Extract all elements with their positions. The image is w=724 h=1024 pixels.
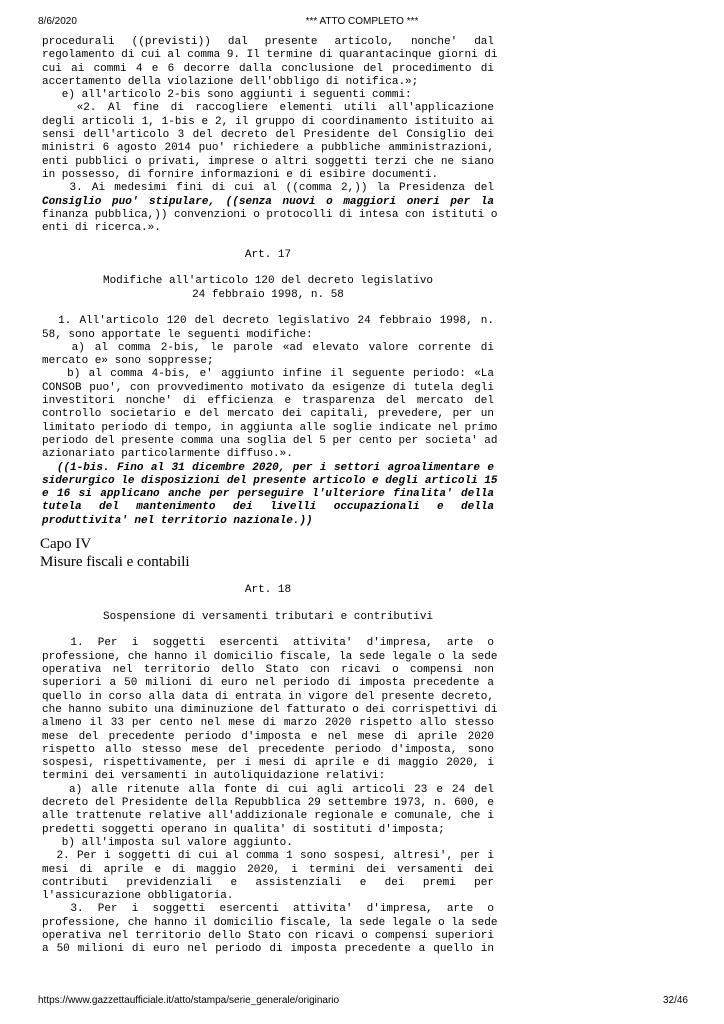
article-title: 24 febbraio 1998, n. 58 <box>192 288 344 301</box>
text-line: 58, sono apportate le seguenti modifiche: <box>42 328 313 341</box>
print-header-title: *** ATTO COMPLETO *** <box>305 16 419 27</box>
text-line: siderurgico le disposizioni del presente articolo e degli articoli 15 <box>42 474 498 487</box>
text-line: finanza pubblica,)) convenzioni o protocolli di intesa con istituti o <box>42 208 498 221</box>
section-continuation <box>42 36 498 235</box>
text-line: ((1-bis. Fino al 31 dicembre 2020, per i settori agroalimentare e <box>42 461 494 474</box>
text-line: azionariato particolarmente diffuso.». <box>42 448 293 461</box>
text-line: almeno il 33 per cento nel mese di marzo 2020 rispetto allo stesso <box>42 717 494 730</box>
text-line: procedurali ((previsti)) dal presente articolo, nonche' dal <box>42 36 494 48</box>
source-url: https://www.gazzettaufficiale.it/atto/stampa/serie_generale/originario <box>38 995 340 1006</box>
article-18-body <box>42 637 498 956</box>
text-line: a) al comma 2-bis, le parole «ad elevato valore corrente di <box>42 341 494 354</box>
text-line: che hanno subito una diminuzione del fatturato o dei corrispettivi di <box>42 703 498 716</box>
text-line: termini dei versamenti in autoliquidazione relativi: <box>42 770 386 783</box>
text-line: limitato periodo di tempo, in aggiunta alle soglie indicate nel primo <box>42 421 498 434</box>
text-line: contributi previdenziali e assistenziali e dei premi per <box>42 876 494 889</box>
text-line: b) al comma 4-bis, e' aggiunto infine il seguente periodo: «La <box>42 368 494 381</box>
text-line: controllo societario e del mercato dei capitali, prevedere, per un <box>42 408 494 421</box>
text-line: mese del precedente periodo d'imposta e nel mese di aprile 2020 <box>42 730 494 743</box>
text-line: enti pubblici o privati, imprese o altri soggetti terzi che ne siano <box>42 155 494 168</box>
article-number: Art. 18 <box>244 584 292 597</box>
text-line: rispetto allo stesso mese del precedente periodo d'imposta, sono <box>42 743 494 756</box>
document-body <box>40 36 498 957</box>
article-title: Sospensione di versamenti tributari e contributivi <box>102 610 434 623</box>
text-line: «2. Al fine di raccogliere elementi utili all'applicazione <box>42 102 494 115</box>
text-line: e) all'articolo 2-bis sono aggiunti i seguenti commi: <box>42 89 412 102</box>
page-number: 32/46 <box>662 995 688 1006</box>
text-line: operativa nel territorio dello Stato con ricavi o compensi non <box>42 664 494 677</box>
text-line: superiori a 50 milioni di euro nel periodo di imposta precedente a <box>42 677 494 690</box>
text-line: enti di ricerca.». <box>42 222 161 235</box>
text-line: operativa nel territorio dello Stato con ricavi o compensi superiori <box>42 930 494 942</box>
text-line: e 16 si applicano anche per perseguire l'ulteriore finalita' della <box>42 488 494 501</box>
print-date: 8/6/2020 <box>38 16 77 27</box>
text-line: regolamento di cui al comma 9. Il termine di quarantacinque giorni di <box>42 49 498 62</box>
chapter-title: Misure fiscali e contabili <box>40 553 190 570</box>
text-line: investitori nonche' di efficienza e trasparenza del mercato del <box>42 395 494 408</box>
text-line: sensi dell'articolo 3 del decreto del Presidente del Consiglio dei <box>42 129 494 142</box>
text-line: ministri 6 agosto 2014 puo' richiedere a pubbliche amministrazioni, <box>42 142 494 155</box>
text-line: 1. Per i soggetti esercenti attivita' d'impresa, arte o <box>42 637 494 650</box>
text-line: produttivita' nel territorio nazionale.)) <box>42 514 313 527</box>
text-line: Consiglio puo' stipulare, ((senza nuovi o maggiori oneri per la <box>42 195 494 208</box>
text-line: cui ai commi 4 e 6 decorre dalla conclusione del procedimento di <box>42 62 494 75</box>
text-line: l'assicurazione obbligatoria. <box>42 890 234 903</box>
text-line: quello in corso alla data di entrata in vigore del presente decreto, <box>42 690 494 703</box>
text-line: a) alle ritenute alla fonte di cui agli articoli 23 e 24 del <box>42 783 494 796</box>
text-line: professione, che hanno il domicilio fiscale, la sede legale o la sede <box>42 916 498 929</box>
text-line: sospesi, rispettivamente, per i mesi di aprile e di maggio 2020, i <box>42 757 494 770</box>
text-line: periodo del presente comma una soglia del 5 per cento per societa' ad <box>42 434 498 447</box>
text-line: 2. Per i soggetti di cui al comma 1 sono sospesi, altresi', per i <box>42 850 494 863</box>
text-line: predetti soggetti operano in qualita' di sostituti d'imposta; <box>42 823 445 836</box>
text-line: accertamento della violazione dell'obbligo di notifica.»; <box>42 75 419 88</box>
text-line: 3. Ai medesimi fini di cui al ((comma 2,)) la Presidenza del <box>42 182 494 195</box>
text-line: mercato e» sono soppresse; <box>42 355 214 368</box>
text-line: tutela del mantenimento dei livelli occupazionali e della <box>42 501 494 514</box>
text-line: in possesso, di fornire informazioni e di esibire documenti. <box>42 168 439 181</box>
article-title: Modifiche all'articolo 120 del decreto legislativo <box>102 275 434 288</box>
chapter-number: Capo IV <box>40 535 92 552</box>
text-line: 1. All'articolo 120 del decreto legislativo 24 febbraio 1998, n. <box>42 315 494 328</box>
article-17-body <box>42 315 498 528</box>
text-line: CONSOB puo', con provvedimento motivato da esigenze di tutela degli <box>42 381 494 394</box>
text-line: decreto del Presidente della Repubblica 29 settembre 1973, n. 600, e <box>42 797 494 810</box>
text-line: degli articoli 1, 1-bis e 2, il gruppo di coordinamento istituito ai <box>42 115 494 128</box>
article-number: Art. 17 <box>244 248 292 261</box>
text-line: mesi di aprile e di maggio 2020, i termini dei versamenti dei <box>42 863 494 876</box>
text-line: 3. Per i soggetti esercenti attivita' d'impresa, arte o <box>42 903 494 916</box>
text-line: alle trattenute relative all'addizionale regionale e comunale, che i <box>42 810 494 823</box>
text-line: b) all'imposta sul valore aggiunto. <box>42 836 293 849</box>
text-line: professione, che hanno il domicilio fiscale, la sede legale o la sede <box>42 650 498 663</box>
text-line: a 50 milioni di euro nel periodo di imposta precedente a quello in <box>42 943 494 956</box>
